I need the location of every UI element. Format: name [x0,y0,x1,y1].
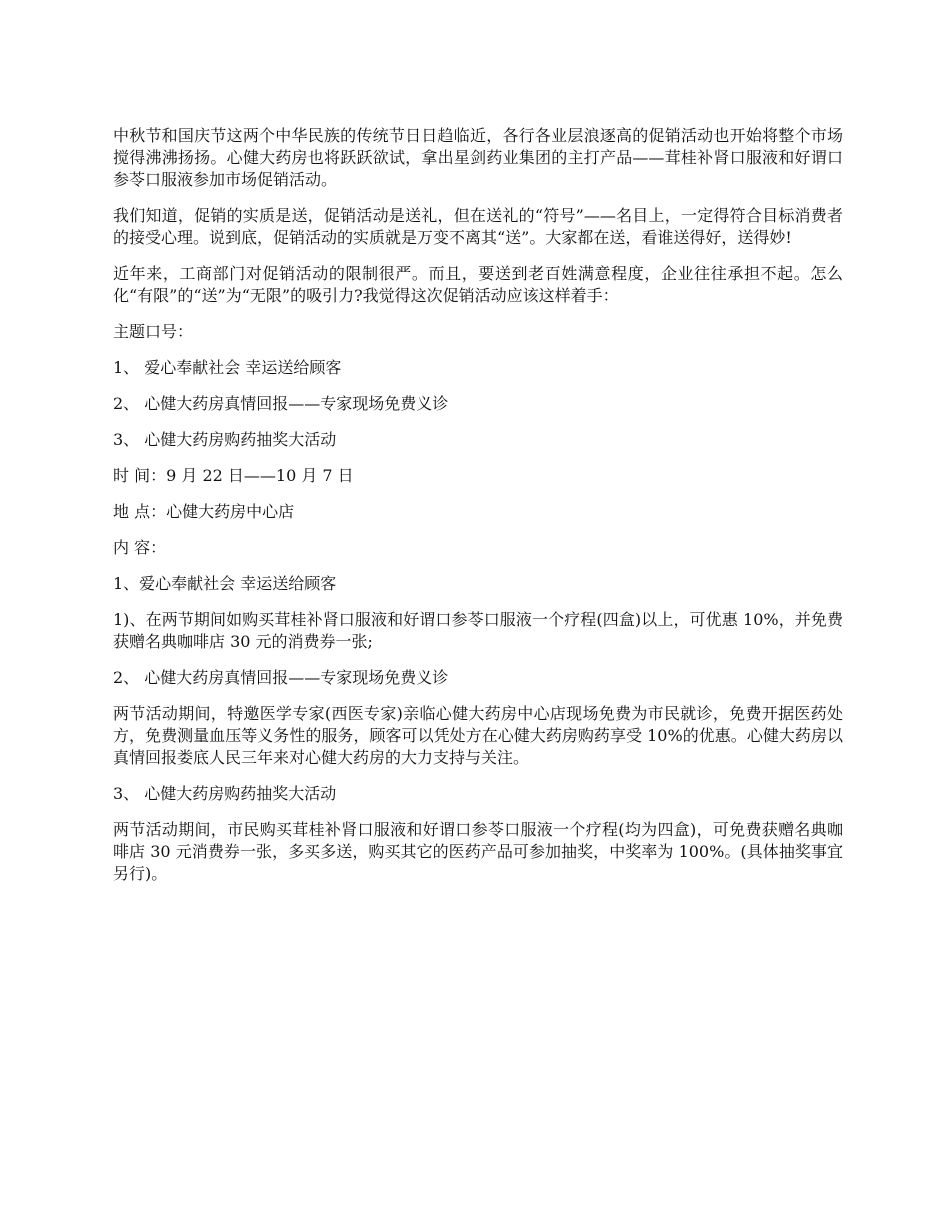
content-section-3-body: 两节活动期间，市民购买茸桂补肾口服液和好谓口参苓口服液一个疗程(均为四盒)，可免费获赠名典咖啡店 30 元消费券一张，多买多送，购买其它的医药产品可参加抽奖，中奖率为 100%。(具体抽奖事宜另行)。 [113,820,843,883]
heading-content: 内 容： [113,538,167,557]
paragraph-restrictions: 近年来，工商部门对促销活动的限制很严。而且，要送到老百姓满意程度，企业往往承担不起。怎么化“有限”的“送”为“无限”的吸引力?我觉得这次促销活动应该这样着手： [113,264,843,305]
paragraph-intro: 中秋节和国庆节这两个中华民族的传统节日日趋临近，各行各业层浪逐高的促销活动也开始将整个市场搅得沸沸扬扬。心健大药房也将跃跃欲试，拿出星剑药业集团的主打产品——茸桂补肾口服液和好谓口参苓口服液参加市场促销活动。 [113,126,843,189]
heading-theme-slogan: 主题口号： [113,322,194,341]
content-section-2-title: 2、 心健大药房真情回报——专家现场免费义诊 [113,668,449,687]
slogan-item-3: 3、 心健大药房购药抽奖大活动 [113,430,337,449]
content-section-3-title: 3、 心健大药房购药抽奖大活动 [113,784,337,803]
slogan-item-1: 1、 爱心奉献社会 幸运送给顾客 [113,358,342,377]
content-section-2-body: 两节活动期间，特邀医学专家(西医专家)亲临心健大药房中心店现场免费为市民就诊，免费开据医药处方，免费测量血压等义务性的服务，顾客可以凭处方在心健大药房购药享受 10%的优惠。心健大药房以真情回报娄底人民三年来对心健大药房的大力支持与关注。 [113,704,843,767]
content-section-1-title: 1、爱心奉献社会 幸运送给顾客 [113,574,337,593]
event-time: 时 间：9 月 22 日——10 月 7 日 [113,466,354,485]
document-body [113,125,843,899]
event-location: 地 点：心健大药房中心店 [113,502,295,521]
slogan-item-2: 2、 心健大药房真情回报——专家现场免费义诊 [113,394,449,413]
content-section-1-body: 1)、在两节期间如购买茸桂补肾口服液和好谓口参苓口服液一个疗程(四盒)以上，可优惠 10%，并免费获赠名典咖啡店 30 元的消费券一张; [113,610,843,651]
paragraph-promotion-essence: 我们知道，促销的实质是送，促销活动是送礼，但在送礼的“符号”——名目上，一定得符合目标消费者的接受心理。说到底，促销活动的实质就是万变不离其“送”。大家都在送，看谁送得好，送得妙! [113,206,843,247]
